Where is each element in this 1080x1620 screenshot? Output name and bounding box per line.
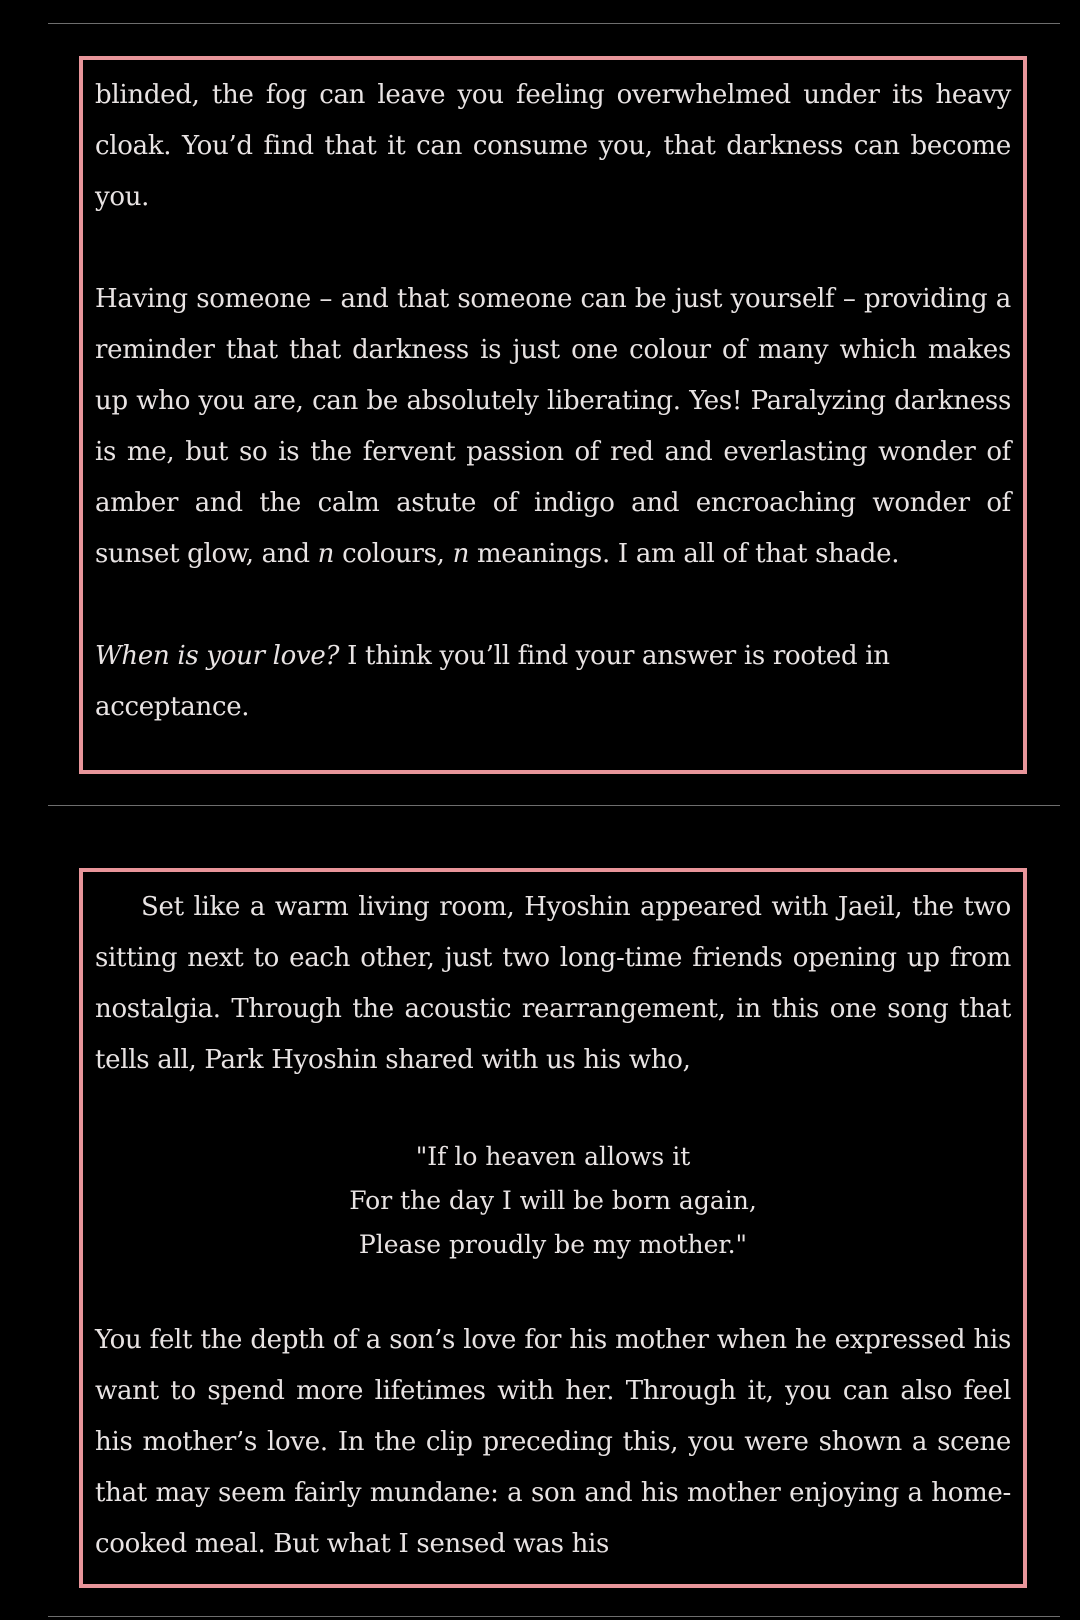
lyric-line: Please proudly be my mother.": [358, 1230, 748, 1259]
paragraph-son-love: You felt the depth of a son’s love for his mother when he expressed his want to spend more lifetimes with her. Through it, you can also feel his mother’s love. In the clip preceding this, you were shown a scene that may seem fairly mundane: a son and his mother enjoying a home-cooked meal. But what I sensed was his: [95, 1325, 1011, 1559]
top-divider: [48, 23, 1060, 24]
paragraph-fog: blinded, the fog can leave you feeling overwhelmed under its heavy cloak. You’d find that it can consume you, that darkness can become you.: [95, 80, 1011, 212]
lyric-line: "If lo heaven allows it: [415, 1142, 691, 1171]
bottom-divider: [48, 1616, 1060, 1617]
paragraph-darkness-text: Having someone – and that someone can be just yourself – providing a reminder that that darkness is just one colour of many which makes up who you are, can be absolutely liberating. Yes! Paralyzing darkness is me, but so is the fervent passion of red and everlasting wonder of amber and the calm astute of indigo and encroaching wonder of sunset glow, and: [95, 284, 1011, 569]
text-card-2: [79, 868, 1027, 1588]
paragraph-living-room: Set like a warm living room, Hyoshin appeared with Jaeil, the two sitting next to each other, just two long-time friends opening up from nostalgia. Through the acoustic rearrangement, in this one song that tells all, Park Hyoshin shared with us his who,: [95, 892, 1011, 1075]
text-card-1: [79, 56, 1027, 774]
lyric-line: For the day I will be born again,: [349, 1186, 757, 1215]
question-italic: When is your love?: [95, 641, 340, 671]
paragraph-darkness-end: meanings. I am all of that shade.: [469, 539, 900, 569]
italic-n-1: n: [317, 539, 335, 569]
paragraph-darkness-mid: colours,: [334, 539, 453, 569]
paragraph-acceptance-text: I think you’ll find your answer is rooted in acceptance.: [95, 641, 890, 722]
paragraph-acceptance: [95, 631, 1011, 733]
lyrics-quote: [95, 1135, 1011, 1267]
paragraph-darkness: [95, 274, 1011, 580]
middle-divider: [48, 805, 1060, 806]
italic-n-2: n: [452, 539, 470, 569]
